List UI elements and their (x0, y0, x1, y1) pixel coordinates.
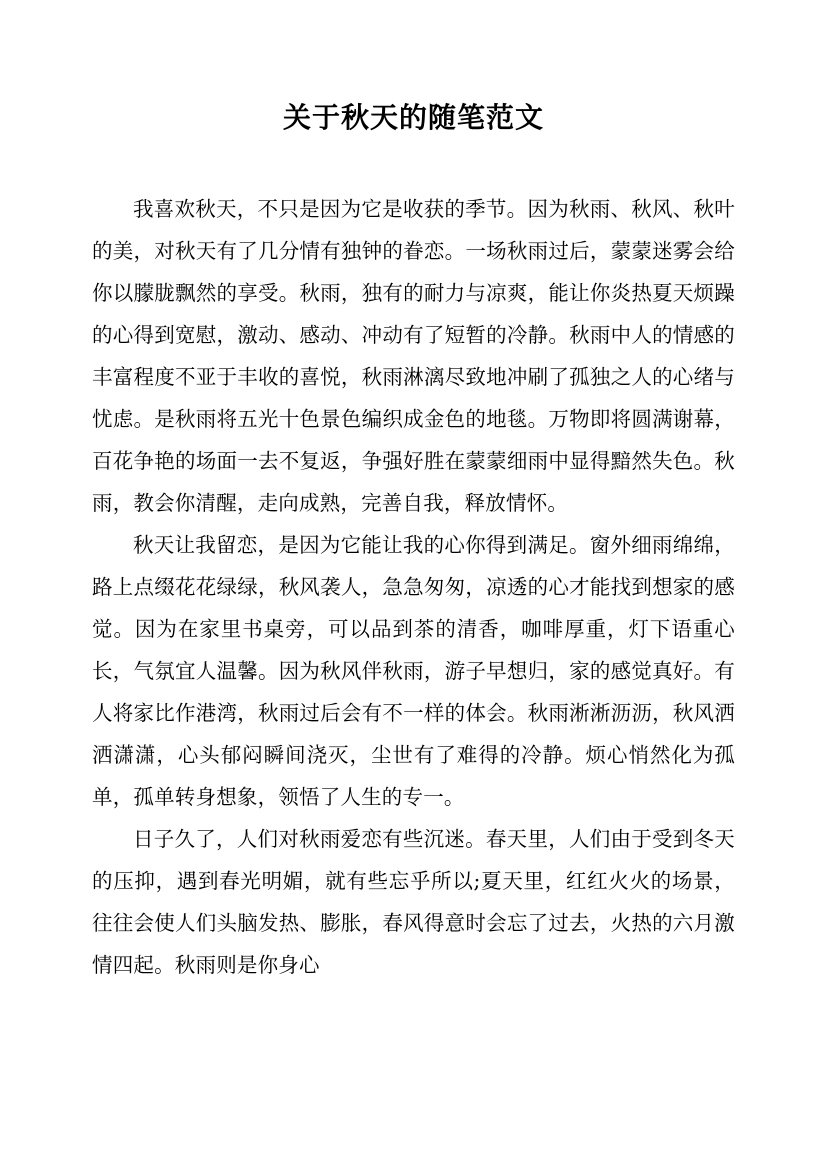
document-body (0, 188, 827, 986)
page-title: 关于秋天的随笔范文 (282, 101, 544, 134)
paragraph: 我喜欢秋天，不只是因为它是收获的季节。因为秋雨、秋风、秋叶的美，对秋天有了几分情有独钟的眷恋。一场秋雨过后，蒙蒙迷雾会给你以朦胧飘然的享受。秋雨，独有的耐力与凉爽，能让你炎热夏天烦躁的心得到宽慰，激动、感动、冲动有了短暂的冷静。秋雨中人的情感的丰富程度不亚于丰收的喜悦，秋雨淋漓尽致地冲刷了孤独之人的心绪与忧虑。是秋雨将五光十色景色编织成金色的地毯。万物即将圆满谢幕，百花争艳的场面一去不复返，争强好胜在蒙蒙细雨中显得黯然失色。秋雨，教会你清醒，走向成熟，完善自我，释放情怀。 (92, 197, 735, 515)
paragraph: 日子久了，人们对秋雨爱恋有些沉迷。春天里，人们由于受到冬天的压抑，遇到春光明媚，就有些忘乎所以;夏天里，红红火火的场景，往往会使人们头脑发热、膨胀，春风得意时会忘了过去，火热的六月激情四起。秋雨则是你身心 (92, 827, 735, 977)
paragraph: 秋天让我留恋，是因为它能让我的心你得到满足。窗外细雨绵绵，路上点缀花花绿绿，秋风袭人，急急匆匆，凉透的心才能找到想家的感觉。因为在家里书桌旁，可以品到茶的清香，咖啡厚重，灯下语重心长，气氛宜人温馨。因为秋风伴秋雨，游子早想归，家的感觉真好。有人将家比作港湾，秋雨过后会有不一样的体会。秋雨淅淅沥沥，秋风洒洒潇潇，心头郁闷瞬间浇灭，尘世有了难得的冷静。烦心悄然化为孤单，孤单转身想象，领悟了人生的专一。 (92, 533, 735, 809)
